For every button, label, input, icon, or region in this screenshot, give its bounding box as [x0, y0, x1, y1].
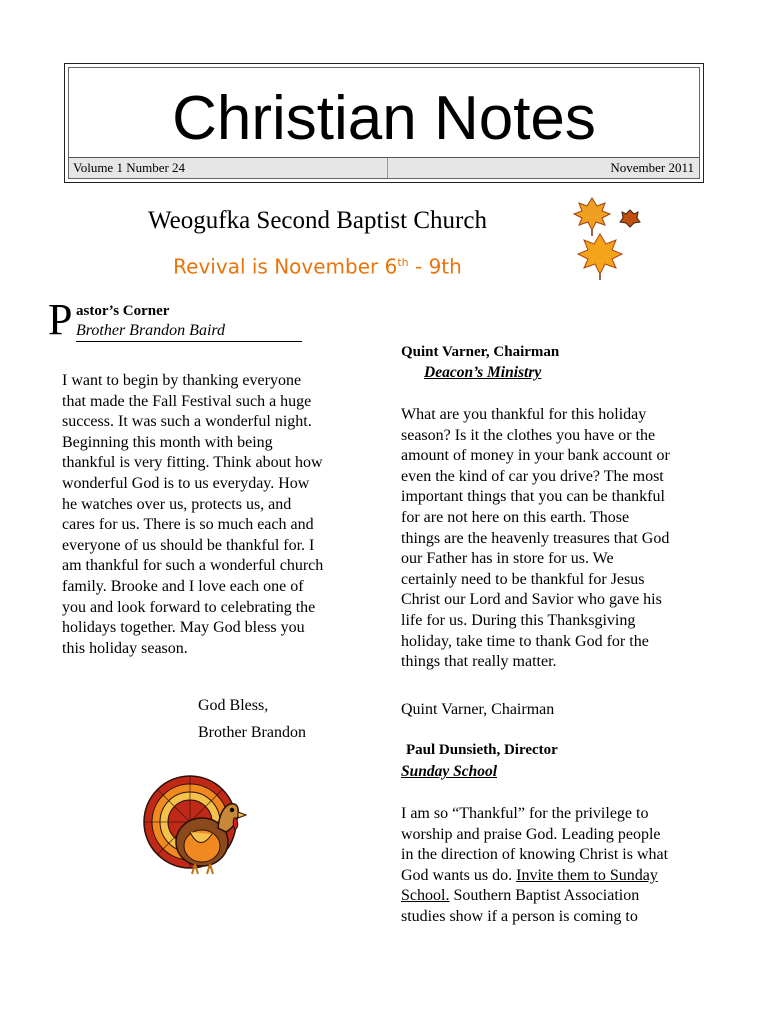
- volume-number: Volume 1 Number 24: [73, 160, 186, 175]
- text-line: Beginning this month with being: [62, 433, 273, 451]
- text-line: in the direction of knowing Christ is what: [401, 846, 669, 864]
- text-line: worship and praise God. Leading people: [401, 825, 661, 843]
- text-line: he watches over us, protects us, and: [62, 495, 292, 513]
- revival-announcement: [0, 248, 635, 282]
- text-line: holiday, take time to thank God for the: [401, 632, 649, 650]
- text-line: life for us. During this Thanksgiving: [401, 611, 636, 629]
- text-line: [401, 866, 711, 887]
- text-line: everyone of us should be thankful for. I: [62, 536, 315, 554]
- sunday-school-article: [401, 804, 711, 928]
- signature: Brother Brandon: [198, 724, 306, 741]
- closing: God Bless,: [198, 697, 269, 714]
- text-line: Christ our Lord and Savior who gave his: [401, 591, 662, 609]
- text-line: you and look forward to celebrating the: [62, 598, 316, 616]
- text-line: I want to begin by thanking everyone: [62, 372, 302, 389]
- pastor-name: Brother Brandon Baird: [76, 322, 302, 342]
- text-line: season? Is it the clothes you have or the: [401, 426, 656, 444]
- autumn-leaves-icon: [570, 194, 644, 280]
- text-line: holidays together. May God bless you: [62, 619, 305, 637]
- leaf-bottom: [578, 234, 622, 280]
- text-line: family. Brooke and I love each one of: [62, 577, 304, 595]
- revival-prefix: Revival is November 6: [173, 254, 398, 279]
- text-line: cares for us. There is so much each and: [62, 516, 314, 534]
- pastor-signoff: [198, 692, 306, 746]
- pastor-article: [62, 371, 362, 659]
- church-name: Weogufka Second Baptist Church: [148, 207, 487, 234]
- text-line: success. It was such a wonderful night.: [62, 413, 312, 431]
- pastors-corner-heading: astor’s Corner: [76, 303, 170, 319]
- drop-cap: P: [48, 295, 73, 344]
- masthead-frame: [68, 67, 700, 179]
- text-line: things are the heavenly treasures that God: [401, 529, 670, 547]
- text-line: even the kind of car you drive? The most: [401, 467, 664, 485]
- masthead: [64, 63, 704, 183]
- text-line: important things that you can be thankful: [401, 488, 665, 506]
- invite-link-text-cont: School.: [401, 887, 450, 905]
- text-line: [401, 886, 711, 907]
- text-line: our Father has in store for us. We: [401, 550, 614, 568]
- revival-sup: th: [397, 256, 409, 269]
- deacon-subheading: Deacon’s Ministry: [424, 364, 542, 381]
- leaf-top-left: [574, 198, 610, 236]
- deacon-signature: Quint Varner, Chairman: [401, 701, 555, 718]
- text-line: What are you thankful for this holiday: [401, 406, 647, 423]
- text-line: thankful is very fitting. Think about how: [62, 454, 323, 472]
- deacon-heading: Quint Varner, Chairman: [401, 344, 560, 360]
- text-line: wonderful God is to us everyday. How: [62, 474, 310, 492]
- sunday-school-subheading: Sunday School: [401, 763, 498, 780]
- text-line: things that really matter.: [401, 653, 557, 671]
- text-line: that made the Fall Festival such a huge: [62, 392, 312, 410]
- text-run: God wants us do.: [401, 866, 517, 884]
- turkey-icon: [140, 772, 250, 878]
- text-line: certainly need to be thankful for Jesus: [401, 570, 645, 588]
- issue-date: November 2011: [610, 160, 694, 175]
- text-line: I am so “Thankful” for the privilege to: [401, 805, 649, 822]
- leaf-small: [620, 210, 640, 227]
- text-line: am thankful for such a wonderful church: [62, 557, 324, 575]
- text-line: this holiday season.: [62, 639, 188, 657]
- invite-link-text: Invite them to Sunday: [516, 866, 658, 884]
- text-run: Southern Baptist Association: [449, 887, 640, 905]
- text-line: amount of money in your bank account or: [401, 447, 670, 465]
- newsletter-title: Christian Notes: [172, 84, 596, 153]
- issue-bar-divider: [387, 158, 388, 178]
- sunday-school-heading: Paul Dunsieth, Director: [406, 742, 558, 758]
- issue-bar: [69, 157, 699, 178]
- text-line: studies show if a person is coming to: [401, 907, 638, 925]
- revival-suffix: - 9th: [408, 254, 462, 279]
- text-line: for are not here on this earth. Those: [401, 508, 630, 526]
- deacon-article: [401, 405, 709, 673]
